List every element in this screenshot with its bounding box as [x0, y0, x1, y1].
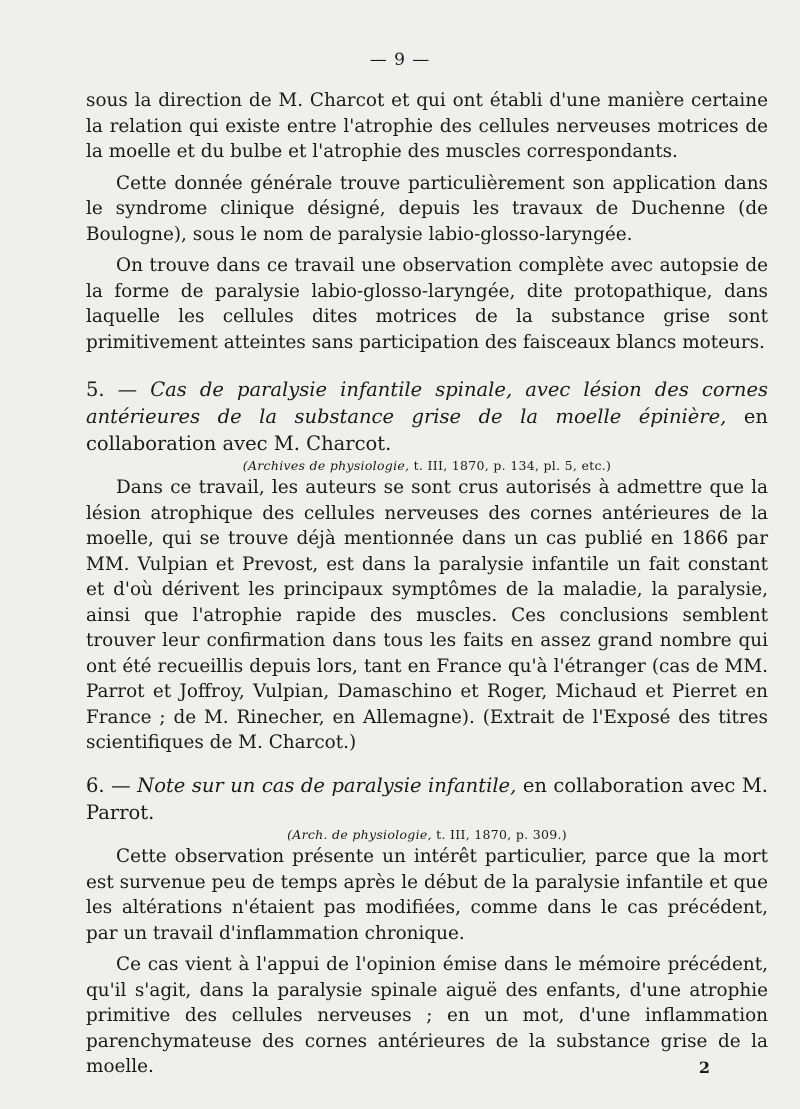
intro-paragraph-3: On trouve dans ce travail une observation complète avec autopsie de la forme de paralysie labio-glosso-laryngée, dite protopathique, dans laquelle les cellules dites motrices de la substance grise sont primitivement atteintes sans participation des faisceaux blancs moteurs.	[86, 255, 768, 353]
intro-block	[86, 88, 768, 355]
item-5-citation-journal: (Archives de physiologie,	[242, 458, 410, 473]
page-number: 2	[698, 1058, 710, 1077]
item-5-title	[86, 376, 768, 457]
item-6-citation-details: t. III, 1870, p. 309.)	[436, 827, 567, 842]
item-6-body-2: Ce cas vient à l'appui de l'opinion émise dans le mémoire précédent, qu'il s'agit, dans la paralysie spinale aiguë des enfants, d'une atrophie primitive des cellules nerveuses ; en un mot, d'une inflammation parenchymateuse des cornes antérieures de la substance grise de la moelle.	[86, 954, 768, 1077]
item-6-number: 6. —	[86, 774, 131, 797]
item-5-citation	[86, 457, 768, 475]
item-6-body-1: Cette observation présente un intérêt particulier, parce que la mort est survenue peu de temps après le début de la paralysie infantile et que les altérations n'étaient pas modifiées, comme dans le cas précédent, par un travail d'inflammation chronique.	[86, 846, 768, 944]
intro-paragraph-1: sous la direction de M. Charcot et qui ont établi d'une manière certaine la relation qui existe entre l'atrophie des cellules nerveuses motrices de la moelle et du bulbe et l'atrophie des muscles correspondants.	[86, 90, 768, 162]
intro-paragraph-2: Cette donnée générale trouve particulièrement son application dans le syndrome clinique désigné, depuis les travaux de Duchenne (de Boulogne), sous le nom de paralysie labio-glosso-laryngée.	[86, 172, 768, 245]
item-6-citation	[86, 826, 768, 844]
item-6-citation-journal: (Arch. de physiologie,	[287, 827, 432, 842]
item-6	[86, 772, 768, 1080]
item-6-title-rest: en collaboration avec M. Parrot.	[86, 774, 769, 824]
item-5	[86, 376, 768, 756]
item-5-title-italic: Cas de paralysie infantile spinale, avec lésion des cornes antérieures de la substance grise de la moelle épinière,	[86, 378, 768, 428]
item-5-citation-details: t. III, 1870, p. 134, pl. 5, etc.)	[413, 458, 612, 473]
item-6-title-italic: Note sur un cas de paralysie infantile,	[137, 774, 517, 797]
folio: — 9 —	[369, 50, 431, 70]
item-5-body: Dans ce travail, les auteurs se sont crus autorisés à admettre que la lésion atrophique des cellules nerveuses des cornes antérieures de la moelle, qui se trouve déjà mentionnée dans un cas publié en 1866 par MM. Vulpian et Prevost, est dans la paralysie infantile un fait constant et d'où dérivent les principaux symptômes de la maladie, la paralysie, ainsi que l'atrophie rapide des muscles. Ces conclusions semblent trouver leur confirmation dans tous les faits en assez grand nombre qui ont été recueillis depuis lors, tant en France qu'à l'étranger (cas de MM. Parrot et Joffroy, Vulpian, Damaschino et Roger, Michaud et Pierret en France ; de M. Rinecher, en Allemagne). (Extrait de l'Exposé des titres scientifiques de M. Charcot.)	[86, 477, 768, 753]
item-5-title-rest: en collaboration avec M. Charcot.	[86, 405, 768, 455]
item-6-title	[86, 772, 768, 826]
item-5-number: 5. —	[86, 378, 138, 401]
